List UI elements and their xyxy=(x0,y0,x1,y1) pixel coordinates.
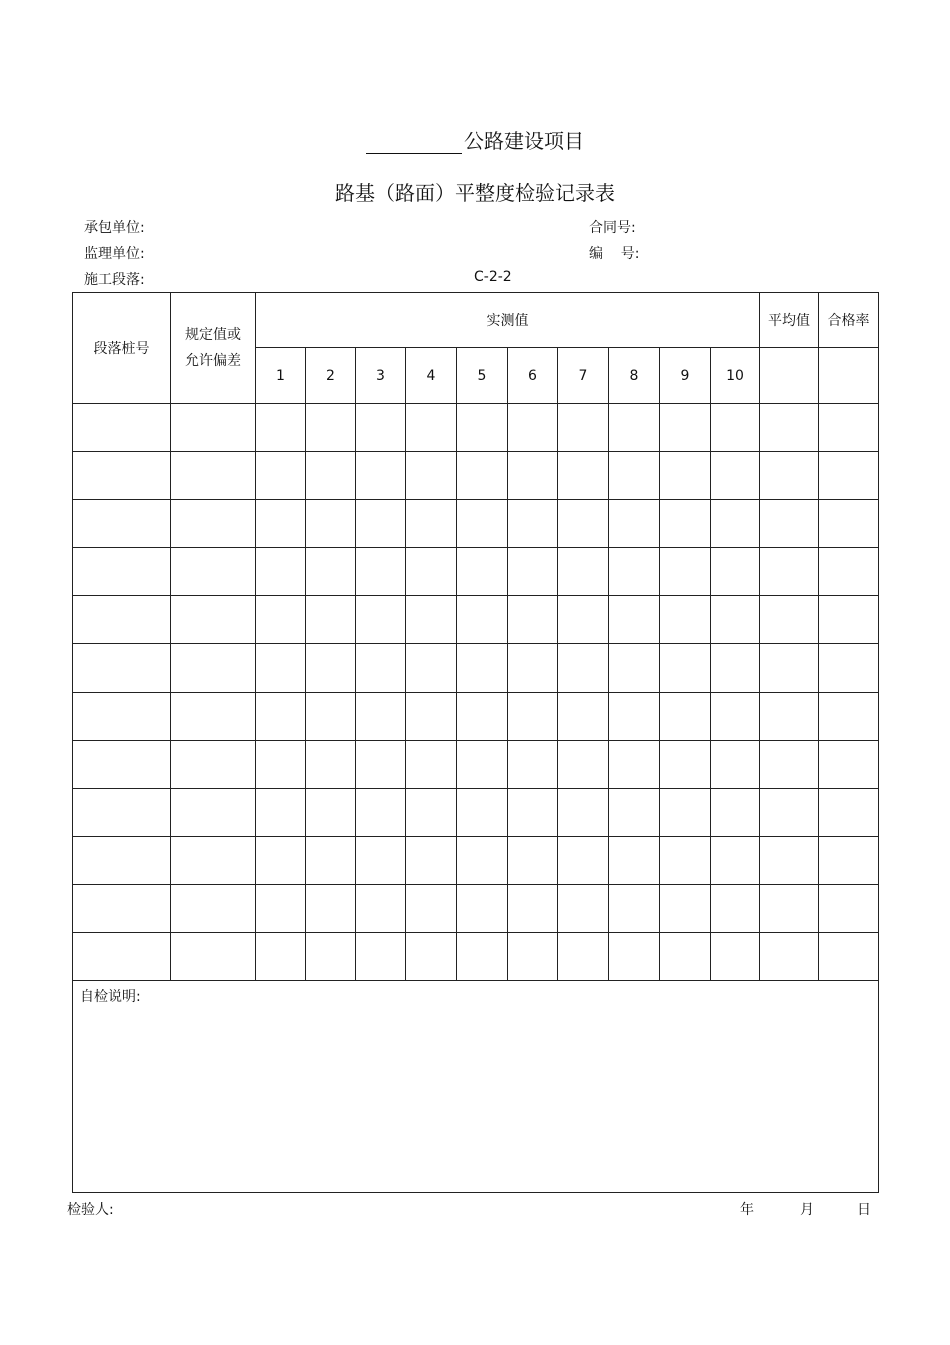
station-cell[interactable] xyxy=(73,404,171,452)
table-row xyxy=(73,548,879,596)
spec-cell[interactable] xyxy=(171,452,256,500)
measure-cell-9[interactable] xyxy=(660,404,711,452)
measure-cell-8[interactable] xyxy=(609,404,660,452)
measure-cell-8[interactable] xyxy=(609,692,660,740)
measure-cell-7[interactable] xyxy=(558,452,609,500)
measure-cell-3[interactable] xyxy=(356,596,406,644)
measure-cell-2[interactable] xyxy=(306,740,356,788)
average-cell[interactable] xyxy=(760,404,819,452)
measure-cell-6[interactable] xyxy=(508,836,558,884)
average-cell[interactable] xyxy=(760,884,819,932)
measure-cell-10[interactable] xyxy=(711,500,760,548)
measure-cell-1[interactable] xyxy=(256,548,306,596)
pass-rate-cell[interactable] xyxy=(819,548,879,596)
table-row xyxy=(73,596,879,644)
measure-cell-10[interactable] xyxy=(711,548,760,596)
col-average-header: 平均值 xyxy=(760,293,819,348)
average-cell[interactable] xyxy=(760,596,819,644)
measure-cell-10[interactable] xyxy=(711,644,760,692)
measure-cell-7[interactable] xyxy=(558,740,609,788)
measure-cell-4[interactable] xyxy=(406,788,457,836)
pass-rate-cell[interactable] xyxy=(819,348,879,404)
measure-cell-1[interactable] xyxy=(256,500,306,548)
measure-cell-7[interactable] xyxy=(558,692,609,740)
measure-cell-4[interactable] xyxy=(406,692,457,740)
measure-cell-4[interactable] xyxy=(406,452,457,500)
measure-cell-7[interactable] xyxy=(558,788,609,836)
average-cell[interactable] xyxy=(760,933,819,981)
station-cell[interactable] xyxy=(73,740,171,788)
measure-cell-7[interactable] xyxy=(558,884,609,932)
col-spec-header xyxy=(171,293,256,404)
pass-rate-cell[interactable] xyxy=(819,452,879,500)
measure-cell-1[interactable] xyxy=(256,404,306,452)
measure-index: 3 xyxy=(356,348,406,404)
station-cell[interactable] xyxy=(73,644,171,692)
col-spec-line2: 允许偏差 xyxy=(185,353,241,369)
measure-cell-6[interactable] xyxy=(508,404,558,452)
measure-cell-2[interactable] xyxy=(306,500,356,548)
measure-cell-8[interactable] xyxy=(609,644,660,692)
measure-cell-9[interactable] xyxy=(660,548,711,596)
col-measured-header: 实测值 xyxy=(256,293,760,348)
flatness-record-table xyxy=(72,292,879,1193)
average-cell[interactable] xyxy=(760,500,819,548)
measure-cell-5[interactable] xyxy=(457,548,508,596)
pass-rate-cell[interactable] xyxy=(819,884,879,932)
spec-cell[interactable] xyxy=(171,644,256,692)
measure-cell-5[interactable] xyxy=(457,596,508,644)
measure-cell-2[interactable] xyxy=(306,644,356,692)
measure-cell-6[interactable] xyxy=(508,500,558,548)
measure-cell-7[interactable] xyxy=(558,500,609,548)
measure-cell-1[interactable] xyxy=(256,884,306,932)
pass-rate-cell[interactable] xyxy=(819,836,879,884)
measure-cell-8[interactable] xyxy=(609,933,660,981)
measure-cell-4[interactable] xyxy=(406,836,457,884)
measure-cell-3[interactable] xyxy=(356,644,406,692)
measure-cell-3[interactable] xyxy=(356,884,406,932)
spec-cell[interactable] xyxy=(171,596,256,644)
spec-cell[interactable] xyxy=(171,740,256,788)
remarks-label: 自检说明: xyxy=(80,989,141,1006)
remarks-row xyxy=(73,981,879,1193)
project-title-suffix: 公路建设项目 xyxy=(464,129,584,153)
remarks-cell[interactable] xyxy=(73,981,879,1193)
pass-rate-cell[interactable] xyxy=(819,788,879,836)
measure-cell-2[interactable] xyxy=(306,548,356,596)
spec-cell[interactable] xyxy=(171,788,256,836)
measure-cell-9[interactable] xyxy=(660,836,711,884)
measure-cell-10[interactable] xyxy=(711,596,760,644)
average-cell[interactable] xyxy=(760,548,819,596)
measure-cell-8[interactable] xyxy=(609,740,660,788)
measure-cell-8[interactable] xyxy=(609,500,660,548)
measure-cell-6[interactable] xyxy=(508,644,558,692)
inspector-label: 检验人: xyxy=(67,1202,114,1218)
measure-cell-6[interactable] xyxy=(508,788,558,836)
measure-cell-3[interactable] xyxy=(356,404,406,452)
measure-cell-4[interactable] xyxy=(406,548,457,596)
table-row xyxy=(73,933,879,981)
measure-cell-10[interactable] xyxy=(711,404,760,452)
station-cell[interactable] xyxy=(73,692,171,740)
station-cell[interactable] xyxy=(73,548,171,596)
measure-cell-2[interactable] xyxy=(306,452,356,500)
measure-cell-9[interactable] xyxy=(660,788,711,836)
measure-cell-7[interactable] xyxy=(558,404,609,452)
measure-index: 9 xyxy=(660,348,711,404)
table-row xyxy=(73,452,879,500)
measure-cell-1[interactable] xyxy=(256,596,306,644)
table-row xyxy=(73,884,879,932)
measure-cell-9[interactable] xyxy=(660,740,711,788)
measure-cell-2[interactable] xyxy=(306,836,356,884)
measure-index: 8 xyxy=(609,348,660,404)
measure-cell-9[interactable] xyxy=(660,933,711,981)
measure-cell-5[interactable] xyxy=(457,788,508,836)
measure-cell-10[interactable] xyxy=(711,740,760,788)
measure-cell-6[interactable] xyxy=(508,884,558,932)
col-station-header: 段落桩号 xyxy=(73,293,171,404)
measure-cell-6[interactable] xyxy=(508,452,558,500)
measure-cell-7[interactable] xyxy=(558,644,609,692)
spec-cell[interactable] xyxy=(171,404,256,452)
table-row xyxy=(73,644,879,692)
measure-cell-8[interactable] xyxy=(609,548,660,596)
measure-cell-10[interactable] xyxy=(711,788,760,836)
measure-cell-9[interactable] xyxy=(660,884,711,932)
measure-cell-5[interactable] xyxy=(457,500,508,548)
average-cell[interactable] xyxy=(760,836,819,884)
pass-rate-cell[interactable] xyxy=(819,500,879,548)
measure-cell-5[interactable] xyxy=(457,740,508,788)
measure-cell-7[interactable] xyxy=(558,933,609,981)
pass-rate-cell[interactable] xyxy=(819,596,879,644)
measure-cell-6[interactable] xyxy=(508,548,558,596)
measure-cell-6[interactable] xyxy=(508,933,558,981)
measure-cell-10[interactable] xyxy=(711,884,760,932)
measure-cell-5[interactable] xyxy=(457,404,508,452)
measure-cell-10[interactable] xyxy=(711,933,760,981)
station-cell[interactable] xyxy=(73,452,171,500)
spec-cell[interactable] xyxy=(171,933,256,981)
project-title xyxy=(0,125,950,154)
measure-cell-5[interactable] xyxy=(457,692,508,740)
project-name-blank[interactable] xyxy=(366,133,462,154)
measure-cell-2[interactable] xyxy=(306,933,356,981)
measure-cell-8[interactable] xyxy=(609,884,660,932)
station-cell[interactable] xyxy=(73,500,171,548)
measure-cell-4[interactable] xyxy=(406,740,457,788)
measure-cell-4[interactable] xyxy=(406,644,457,692)
spec-cell[interactable] xyxy=(171,836,256,884)
pass-rate-cell[interactable] xyxy=(819,644,879,692)
measure-cell-7[interactable] xyxy=(558,836,609,884)
measure-cell-2[interactable] xyxy=(306,596,356,644)
measure-cell-5[interactable] xyxy=(457,933,508,981)
pass-rate-cell[interactable] xyxy=(819,404,879,452)
measure-cell-8[interactable] xyxy=(609,836,660,884)
spec-cell[interactable] xyxy=(171,692,256,740)
form-code: C-2-2 xyxy=(474,269,512,285)
measure-cell-1[interactable] xyxy=(256,692,306,740)
year-label: 年 xyxy=(740,1202,754,1218)
table-row xyxy=(73,500,879,548)
measure-cell-4[interactable] xyxy=(406,500,457,548)
form-title: 路基（路面）平整度检验记录表 xyxy=(335,181,615,205)
measure-cell-9[interactable] xyxy=(660,500,711,548)
measure-index: 2 xyxy=(306,348,356,404)
measure-cell-9[interactable] xyxy=(660,452,711,500)
measure-cell-3[interactable] xyxy=(356,692,406,740)
measure-cell-5[interactable] xyxy=(457,644,508,692)
measure-cell-5[interactable] xyxy=(457,452,508,500)
measure-cell-6[interactable] xyxy=(508,692,558,740)
measure-cell-3[interactable] xyxy=(356,452,406,500)
measure-cell-9[interactable] xyxy=(660,644,711,692)
measure-cell-10[interactable] xyxy=(711,452,760,500)
pass-rate-cell[interactable] xyxy=(819,740,879,788)
station-cell[interactable] xyxy=(73,596,171,644)
measure-cell-1[interactable] xyxy=(256,788,306,836)
table-row xyxy=(73,836,879,884)
col-pass-rate-header: 合格率 xyxy=(819,293,879,348)
measure-cell-10[interactable] xyxy=(711,836,760,884)
average-cell[interactable] xyxy=(760,348,819,404)
average-cell[interactable] xyxy=(760,644,819,692)
measure-cell-1[interactable] xyxy=(256,933,306,981)
header-row-1 xyxy=(73,293,879,348)
measure-cell-6[interactable] xyxy=(508,596,558,644)
measure-cell-6[interactable] xyxy=(508,740,558,788)
measure-cell-1[interactable] xyxy=(256,836,306,884)
pass-rate-cell[interactable] xyxy=(819,692,879,740)
spec-cell[interactable] xyxy=(171,500,256,548)
average-cell[interactable] xyxy=(760,788,819,836)
measure-cell-3[interactable] xyxy=(356,933,406,981)
contract-no-label: 合同号: xyxy=(589,220,636,236)
measure-cell-3[interactable] xyxy=(356,740,406,788)
measure-cell-4[interactable] xyxy=(406,933,457,981)
measure-cell-3[interactable] xyxy=(356,836,406,884)
measure-cell-4[interactable] xyxy=(406,596,457,644)
station-cell[interactable] xyxy=(73,884,171,932)
measure-index: 5 xyxy=(457,348,508,404)
measure-cell-5[interactable] xyxy=(457,884,508,932)
table-row xyxy=(73,692,879,740)
measure-index: 7 xyxy=(558,348,609,404)
measure-cell-4[interactable] xyxy=(406,884,457,932)
measure-index: 1 xyxy=(256,348,306,404)
spec-cell[interactable] xyxy=(171,548,256,596)
measure-cell-3[interactable] xyxy=(356,548,406,596)
measure-cell-7[interactable] xyxy=(558,596,609,644)
measure-cell-8[interactable] xyxy=(609,596,660,644)
pass-rate-cell[interactable] xyxy=(819,933,879,981)
table-row xyxy=(73,788,879,836)
measure-cell-1[interactable] xyxy=(256,452,306,500)
average-cell[interactable] xyxy=(760,740,819,788)
measure-cell-1[interactable] xyxy=(256,644,306,692)
measure-cell-2[interactable] xyxy=(306,788,356,836)
measure-cell-7[interactable] xyxy=(558,548,609,596)
supervisor-label: 监理单位: xyxy=(84,246,145,262)
day-label: 日 xyxy=(857,1202,871,1218)
station-cell[interactable] xyxy=(73,836,171,884)
average-cell[interactable] xyxy=(760,692,819,740)
month-label: 月 xyxy=(800,1202,814,1218)
measure-cell-3[interactable] xyxy=(356,788,406,836)
table-row xyxy=(73,740,879,788)
measure-cell-4[interactable] xyxy=(406,404,457,452)
measure-cell-10[interactable] xyxy=(711,692,760,740)
table-row xyxy=(73,404,879,452)
serial-no-label: 编 号: xyxy=(589,246,640,262)
measure-cell-2[interactable] xyxy=(306,884,356,932)
section-label: 施工段落: xyxy=(84,272,145,288)
station-cell[interactable] xyxy=(73,933,171,981)
measure-cell-8[interactable] xyxy=(609,788,660,836)
measure-cell-2[interactable] xyxy=(306,404,356,452)
measure-index: 4 xyxy=(406,348,457,404)
measure-cell-5[interactable] xyxy=(457,836,508,884)
measure-cell-2[interactable] xyxy=(306,692,356,740)
measure-cell-1[interactable] xyxy=(256,740,306,788)
measure-cell-3[interactable] xyxy=(356,500,406,548)
measure-cell-8[interactable] xyxy=(609,452,660,500)
measure-index: 6 xyxy=(508,348,558,404)
average-cell[interactable] xyxy=(760,452,819,500)
col-spec-line1: 规定值或 xyxy=(185,327,241,343)
measure-cell-9[interactable] xyxy=(660,596,711,644)
station-cell[interactable] xyxy=(73,788,171,836)
spec-cell[interactable] xyxy=(171,884,256,932)
measure-cell-9[interactable] xyxy=(660,692,711,740)
measure-index: 10 xyxy=(711,348,760,404)
contractor-label: 承包单位: xyxy=(84,220,145,236)
